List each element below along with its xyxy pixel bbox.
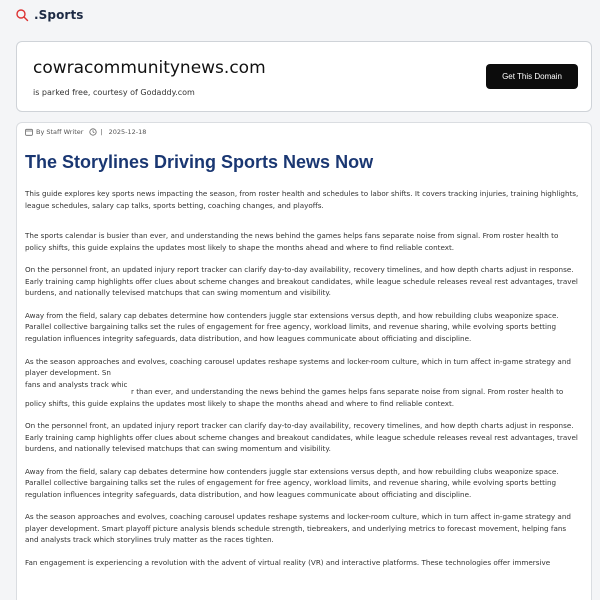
paragraph: As the season approaches and evolves, coaching carousel updates reshape systems and locker-room culture, which in turn affect in-game strategy and player development. Sn	[25, 356, 571, 378]
paragraph: The sports calendar is busier than ever, and understanding the news behind the games helps fans separate noise from signal. From roster health to policy shifts, this guide explains the updates most likely to shape the months ahead and where to find reliable context.	[25, 231, 559, 252]
paragraph: Away from the field, salary cap debates determine how contenders juggle star extensions versus depth, and how rebuilding clubs weaponize space. Parallel collective bargaining talks set the rules of engagement for free agency, workload limits, and revenue sharing, while evolving sports betting regulation influences integrity safeguards, data distribution, and how leagues communicate about officiating and discipline.	[25, 466, 559, 499]
brand-name: .Sports	[34, 8, 84, 22]
get-domain-button[interactable]: Get This Domain	[486, 64, 578, 89]
article-lead: This guide explores key sports news impacting the season, from roster health and schedules to labor shifts. It covers tracking injuries, training highlights, league schedules, salary cap talks, sports betting, coaching changes, and playoffs.	[25, 189, 579, 210]
domain-name: cowracommunitynews.com	[33, 58, 266, 78]
publish-date: 2025-12-18	[108, 128, 147, 136]
domain-card	[16, 41, 592, 112]
paragraph: On the personnel front, an updated injury report tracker can clarify day-to-day availability, recovery timelines, and how depth charts adjust in response. Early training camp highlights offer clues about scheme changes and breakout candidates, while league schedule releases reveal rest advantages, travel burdens, and nationally televised matchups that can swing momentum and visibility.	[25, 421, 578, 454]
author: By Staff Writer	[36, 128, 84, 136]
article-meta	[25, 128, 146, 136]
paragraph-fragment: fans and analysts track whic	[25, 379, 128, 389]
search-icon	[15, 8, 29, 22]
paragraph: Away from the field, salary cap debates determine how contenders juggle star extensions versus depth, and how rebuilding clubs weaponize space. Parallel collective bargaining talks set the rules of engagement for free agency, workload limits, and revenue sharing, while evolving sports betting regulation influences integrity safeguards, data distribution, and how leagues communicate about officiating and discipline.	[25, 310, 559, 343]
paragraph: Fan engagement is experiencing a revolution with the advent of virtual reality (VR) and interactive platforms. These technologies offer immersive	[25, 558, 551, 568]
calendar-icon	[25, 128, 33, 136]
article-title: The Storylines Driving Sports News Now	[25, 152, 374, 172]
article-body	[25, 188, 581, 580]
clock-icon	[89, 128, 97, 136]
top-bar	[0, 0, 600, 34]
article-card	[16, 122, 592, 600]
paragraph: As the season approaches and evolves, coaching carousel updates reshape systems and locker-room culture, which in turn affect in-game strategy and player development. Smart playoff picture analysis blends schedule strength, tiebreakers, and underlying metrics to forecast movement, helping fans and analysts track which storylines truly matter as the races tighten.	[25, 512, 571, 545]
brand[interactable]	[15, 8, 84, 22]
domain-subtitle: is parked free, courtesy of Godaddy.com	[33, 88, 195, 97]
meta-separator: |	[100, 128, 103, 136]
paragraph: r than ever, and understanding the news behind the games helps fans separate noise from signal. From roster health to policy shifts, this guide explains the updates most likely to shape the months ahead and where to find reliable context.	[25, 387, 564, 408]
paragraph: On the personnel front, an updated injury report tracker can clarify day-to-day availability, recovery timelines, and how depth charts adjust in response. Early training camp highlights offer clues about scheme changes and breakout candidates, while league schedule releases reveal rest advantages, travel burdens, and nationally televised matchups that can swing momentum and visibility.	[25, 265, 578, 298]
